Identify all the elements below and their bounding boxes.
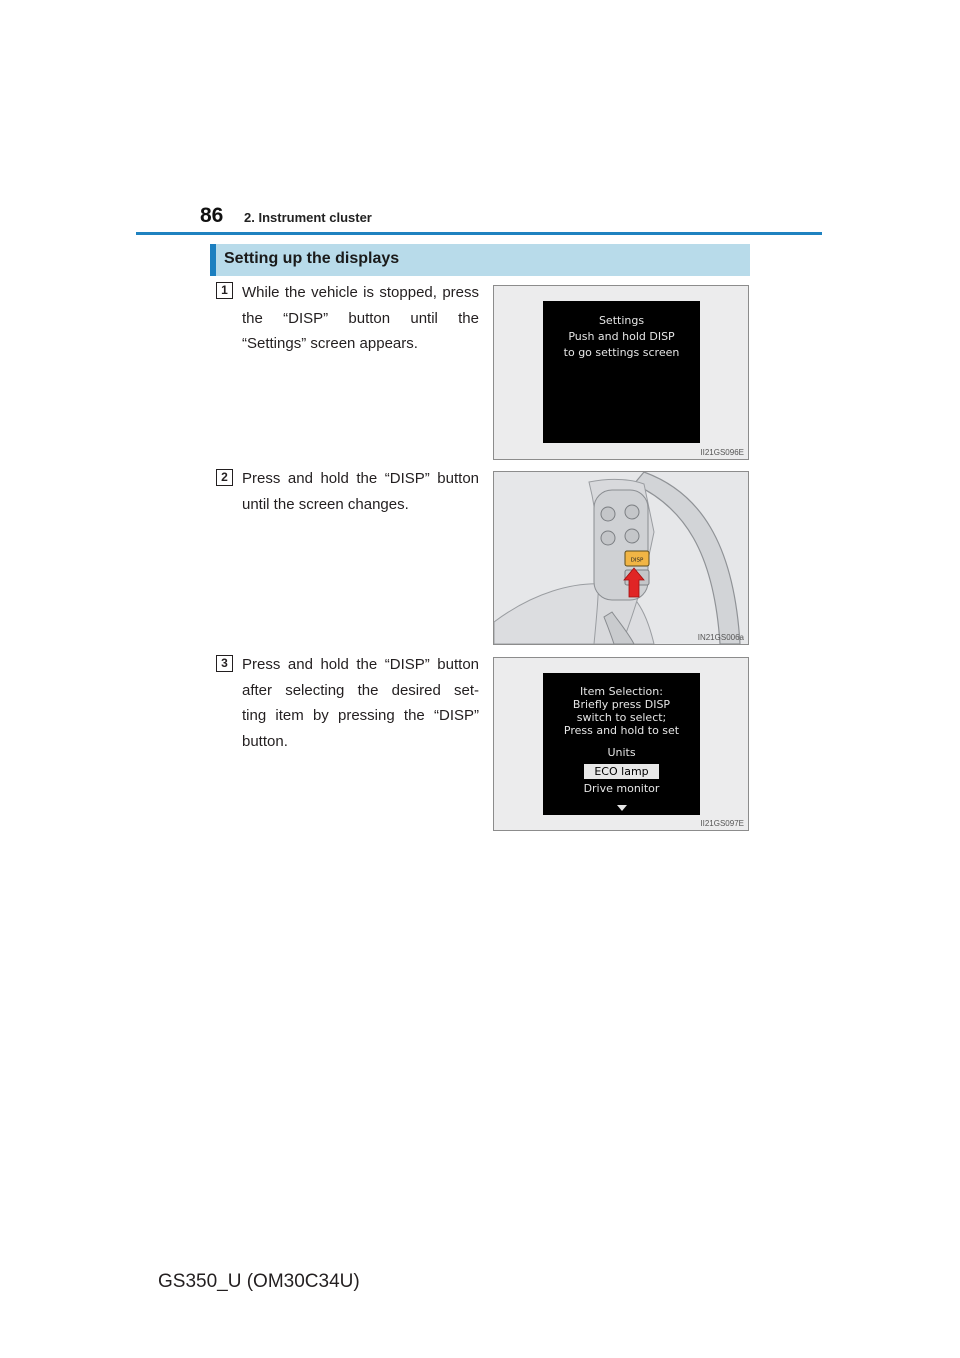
step-3-text <box>242 652 479 754</box>
figure-code: II21GS096E <box>700 448 744 457</box>
screen-line: Item Selection: <box>580 685 663 698</box>
section-header <box>210 244 750 276</box>
chapter-title: 2. Instrument cluster <box>244 210 372 225</box>
item-selection-screen <box>543 673 700 815</box>
header-rule <box>136 232 822 235</box>
step-2-figure <box>493 471 749 645</box>
step-3-figure <box>493 657 749 831</box>
step-3-line: button. <box>242 732 288 750</box>
disp-button-label: DISP <box>630 557 644 564</box>
step-1-number: 1 <box>216 282 233 299</box>
step-2-number: 2 <box>216 469 233 486</box>
scroll-down-arrow-icon <box>617 805 627 811</box>
step-1-figure <box>493 285 749 460</box>
step-2-text: Press and hold the “DISP” button until the screen changes. <box>242 470 479 513</box>
screen-line: Push and hold DISP <box>568 330 675 343</box>
step-1-text: While the vehicle is stopped, press the “DISP” button until the “Settings” screen appears. <box>242 284 479 352</box>
figure-code: II21GS097E <box>700 819 744 828</box>
screen-line: Settings <box>598 314 645 327</box>
step-3-line: ting item by pressing the “DISP” <box>242 707 479 724</box>
menu-item-units: Units <box>607 746 636 759</box>
screen-line: to go settings screen <box>563 346 680 359</box>
menu-item-drive-monitor: Drive monitor <box>583 782 660 795</box>
model-code: GS350_U (OM30C34U) <box>158 1271 360 1292</box>
screen-line: Press and hold to set <box>563 724 680 737</box>
section-title: Setting up the displays <box>224 250 400 267</box>
screen-line: switch to select; <box>576 711 667 724</box>
page-number: 86 <box>200 204 224 227</box>
settings-screen <box>543 301 700 443</box>
steering-wheel-illustration <box>494 472 748 644</box>
step-3-line: Press and hold the “DISP” button <box>242 656 479 673</box>
figure-code: IN21GS006a <box>697 633 744 642</box>
step-3-number: 3 <box>216 655 233 672</box>
menu-item-eco-lamp: ECO lamp <box>584 764 658 779</box>
screen-line: Briefly press DISP <box>572 698 671 711</box>
step-3-line: after selecting the desired set- <box>242 681 479 699</box>
